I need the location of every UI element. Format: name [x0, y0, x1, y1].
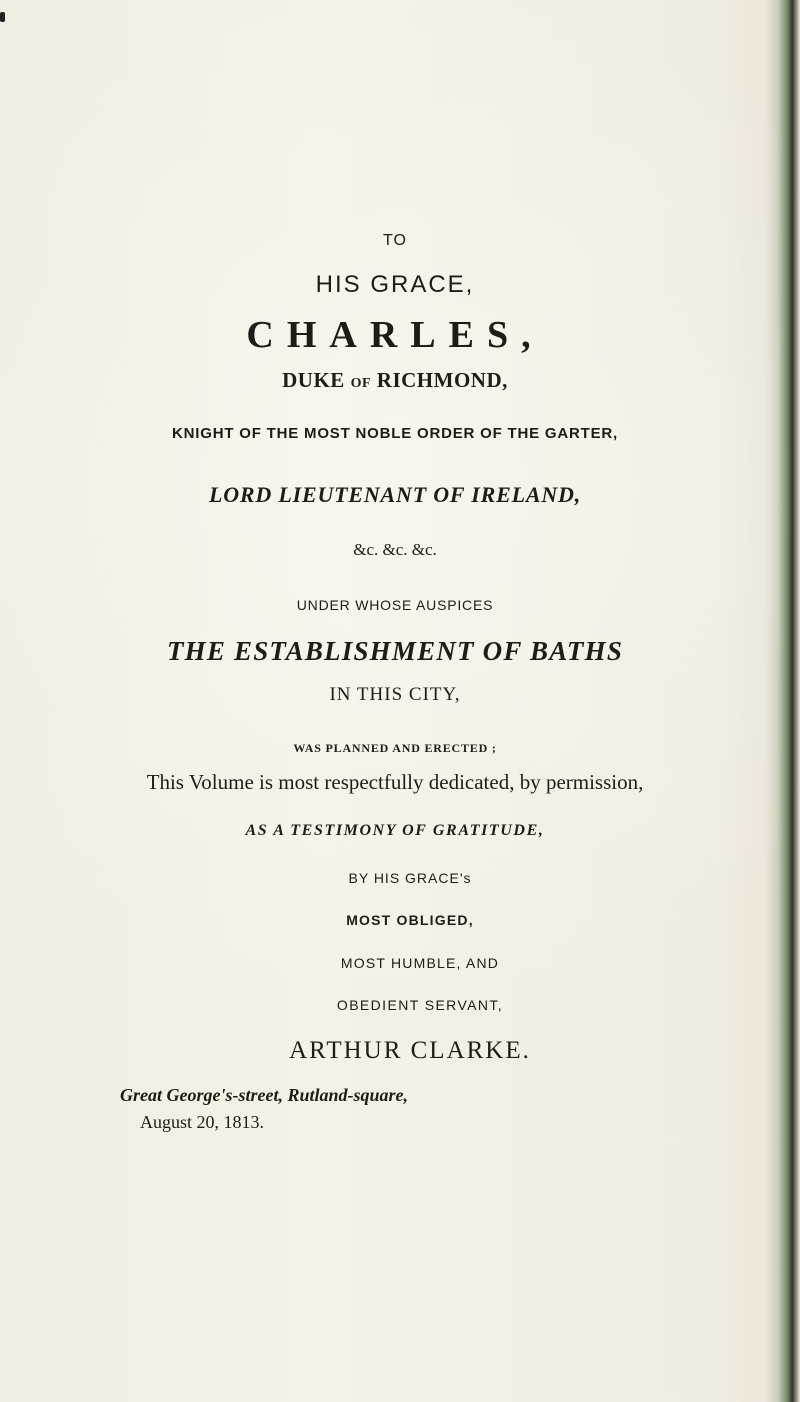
ink-mark [0, 12, 5, 22]
servant-line: OBEDIENT SERVANT, [336, 997, 504, 1013]
duke-prefix: DUKE [282, 368, 345, 392]
testimony-line: AS A TESTIMONY OF GRATITUDE, [245, 822, 545, 839]
duke-title: RICHMOND, [376, 368, 508, 392]
city-line: IN THIS CITY, [329, 684, 461, 705]
garter-order-line: KNIGHT OF THE MOST NOBLE ORDER OF THE GARTER, [172, 425, 618, 442]
dedication-to: TO [383, 232, 407, 249]
etcetera-line: &c. &c. &c. [353, 540, 437, 559]
humble-line: MOST HUMBLE, AND [340, 955, 500, 971]
auspices-line: UNDER WHOSE AUSPICES [296, 597, 494, 613]
obliged-line: MOST OBLIGED, [346, 912, 474, 928]
book-gutter-edge [766, 0, 800, 1402]
dedication-date: August 20, 1813. [140, 1112, 265, 1132]
by-line: BY HIS GRACE's [348, 870, 472, 886]
his-grace-line: HIS GRACE, [315, 271, 475, 298]
dedication-sentence: This Volume is most respectfully dedicated, by permission, [146, 770, 644, 794]
dedicatee-name: CHARLES, [246, 314, 544, 356]
duke-of: OF [350, 376, 372, 391]
lord-lieutenant-line: LORD LIEUTENANT OF IRELAND, [208, 482, 581, 507]
author-address: Great George's-street, Rutland-square, [120, 1085, 408, 1105]
duke-title-line [0, 368, 790, 393]
establishment-line: THE ESTABLISHMENT OF BATHS [166, 636, 624, 666]
author-signature: ARTHUR CLARKE. [289, 1037, 531, 1064]
planned-line: WAS PLANNED AND ERECTED ; [293, 741, 497, 755]
